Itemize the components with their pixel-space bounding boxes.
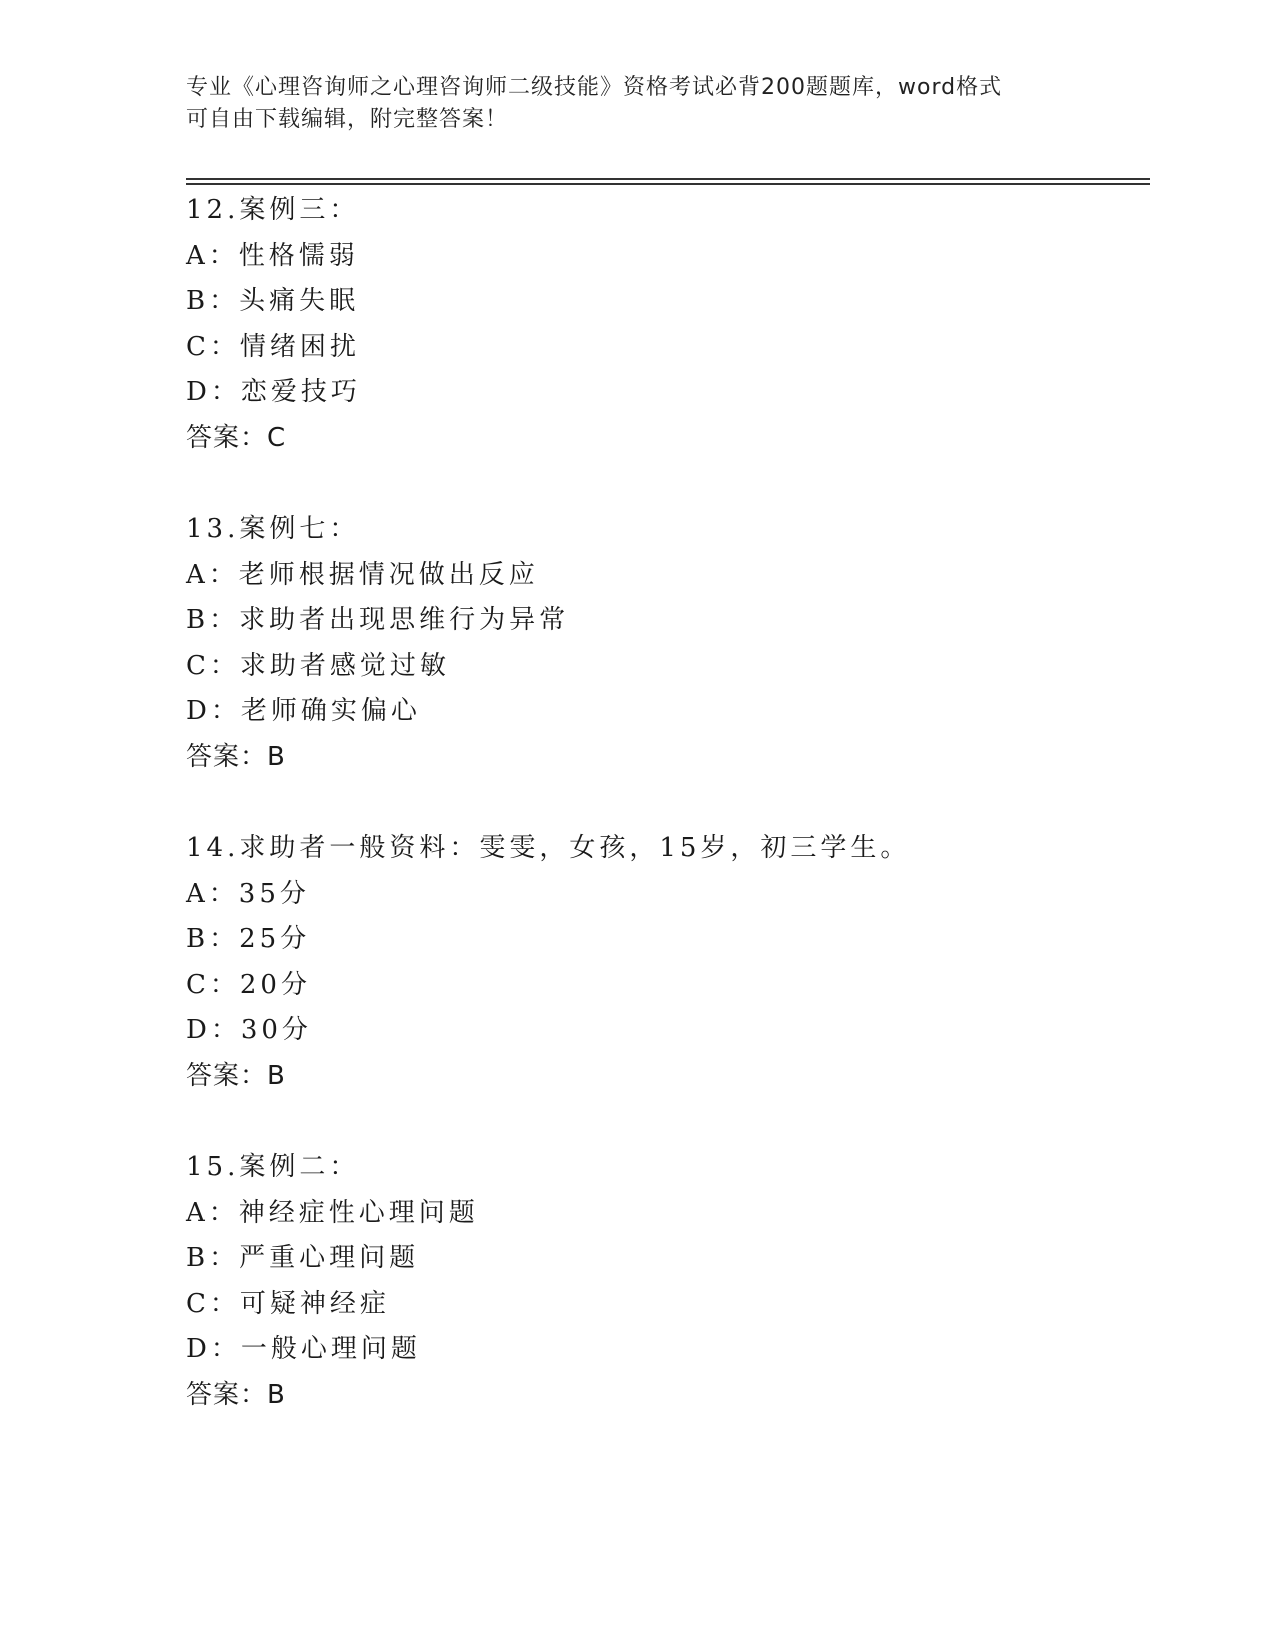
answer: 答案：C: [186, 422, 287, 453]
question-13: [186, 507, 1146, 780]
option-a: A：35分: [186, 878, 310, 909]
option-d: D：一般心理问题: [186, 1334, 421, 1364]
header-divider-bottom: [186, 183, 1150, 185]
header-line-1: 专业《心理咨询师之心理咨询师二级技能》资格考试必背200题题库，word格式: [186, 75, 1003, 100]
answer: 答案：B: [186, 1060, 286, 1091]
question-12: [186, 188, 1146, 461]
question-stem: 13.案例七：: [186, 514, 360, 544]
answer: 答案：B: [186, 1379, 286, 1410]
option-c: C：情绪困扰: [186, 331, 360, 362]
question-stem: 12.案例三：: [186, 195, 360, 225]
option-b: B：头痛失眠: [186, 286, 360, 316]
question-list: [186, 188, 1146, 1418]
option-a: A：性格懦弱: [186, 240, 359, 271]
spacer: [186, 780, 1146, 826]
question-14: [186, 826, 1146, 1099]
question-15: [186, 1145, 1146, 1418]
answer: 答案：B: [186, 741, 286, 772]
question-stem: 15.案例二：: [186, 1152, 360, 1182]
option-d: D：30分: [186, 1015, 312, 1045]
option-d: D：恋爱技巧: [186, 377, 361, 407]
option-a: A：老师根据情况做出反应: [186, 559, 539, 590]
option-c: C：求助者感觉过敏: [186, 650, 450, 681]
option-b: B：25分: [186, 924, 311, 954]
option-d: D：老师确实偏心: [186, 696, 421, 726]
header-divider-top: [186, 178, 1150, 180]
header-line-2: 可自由下载编辑，附完整答案！: [186, 107, 509, 132]
document-header: [186, 72, 1086, 136]
option-b: B：求助者出现思维行为异常: [186, 605, 570, 635]
option-b: B：严重心理问题: [186, 1243, 420, 1273]
spacer: [186, 461, 1146, 507]
spacer: [186, 1099, 1146, 1145]
option-c: C：可疑神经症: [186, 1288, 390, 1319]
question-stem: 14.求助者一般资料：雯雯，女孩，15岁，初三学生。: [186, 833, 911, 863]
option-a: A：神经症性心理问题: [186, 1197, 479, 1228]
option-c: C：20分: [186, 969, 311, 1000]
